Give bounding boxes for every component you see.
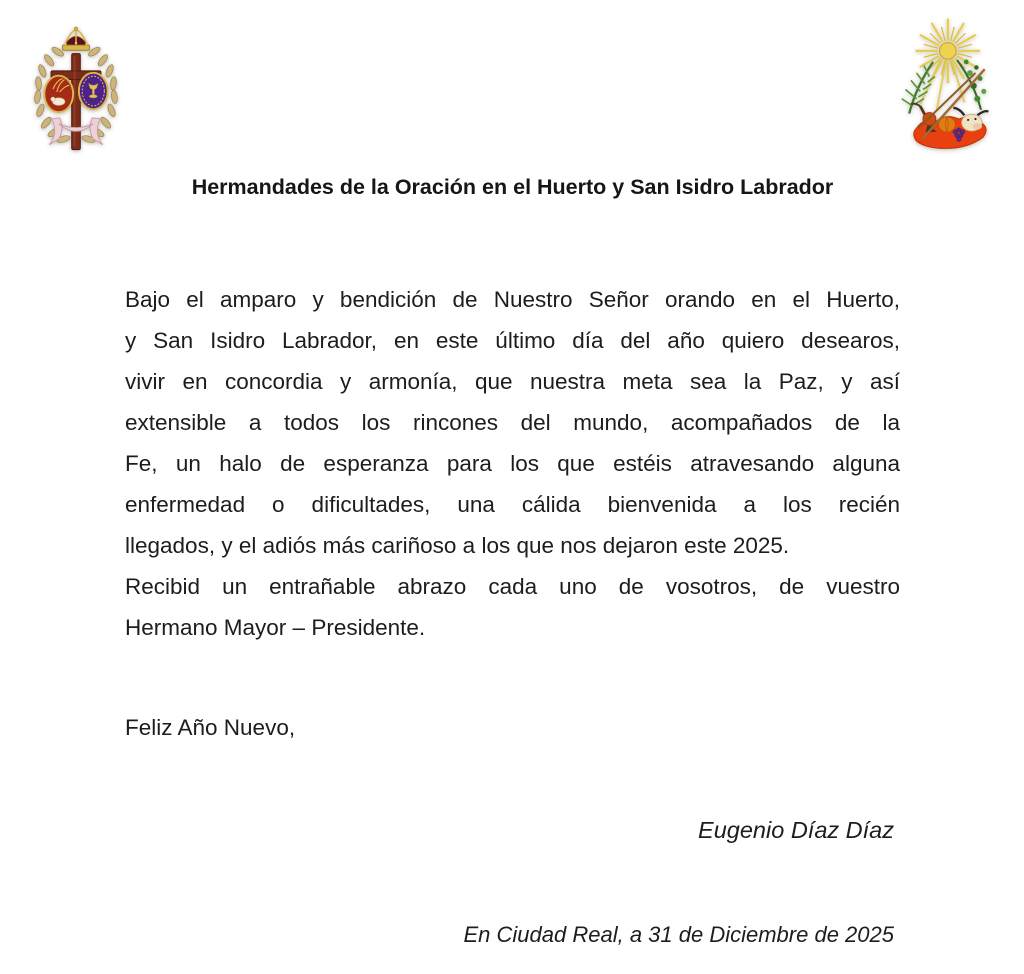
paragraph-line: Hermano Mayor – Presidente. <box>125 615 426 640</box>
oracion-en-el-huerto-crest-icon <box>28 24 124 160</box>
paragraph-line: Bajo el amparo y bendición de Nuestro Señor orando en el Huerto, <box>125 287 900 312</box>
red-fruit <box>923 113 936 126</box>
paragraph-line: Recibid un entrañable abrazo cada uno de vosotros, de vuestro <box>125 574 900 599</box>
paragraph-line: llegados, y el adiós más cariñoso a los que nos dejaron este 2025. <box>125 533 790 558</box>
paragraph-line: extensible a todos los rincones del mundo, acompañados de la <box>125 410 900 435</box>
sun-core <box>940 43 957 60</box>
royal-crown <box>63 27 90 50</box>
body-paragraph-2 <box>125 566 900 648</box>
paragraph-line: y San Isidro Labrador, en este último día del año quiero desearos, <box>125 328 900 353</box>
paragraph-line: enfermedad o dificultades, una cálida bienvenida a los recién <box>125 492 900 517</box>
sun-rays <box>916 19 980 110</box>
date-line: En Ciudad Real, a 31 de Diciembre de 2025 <box>463 922 894 947</box>
body-paragraph-1 <box>125 279 900 566</box>
san-isidro-labrador-emblem-icon <box>884 14 1008 154</box>
red-medallion <box>44 76 73 112</box>
signature-name: Eugenio Díaz Díaz <box>698 817 894 843</box>
letter-title: Hermandades de la Oración en el Huerto y San Isidro Labrador <box>191 175 834 199</box>
closing-greeting: Feliz Año Nuevo, <box>125 715 296 740</box>
paragraph-line: Fe, un halo de esperanza para los que estéis atravesando alguna <box>125 451 900 476</box>
purple-medallion <box>79 73 108 109</box>
paragraph-line: vivir en concordia y armonía, que nuestra meta sea la Paz, y así <box>125 369 900 394</box>
